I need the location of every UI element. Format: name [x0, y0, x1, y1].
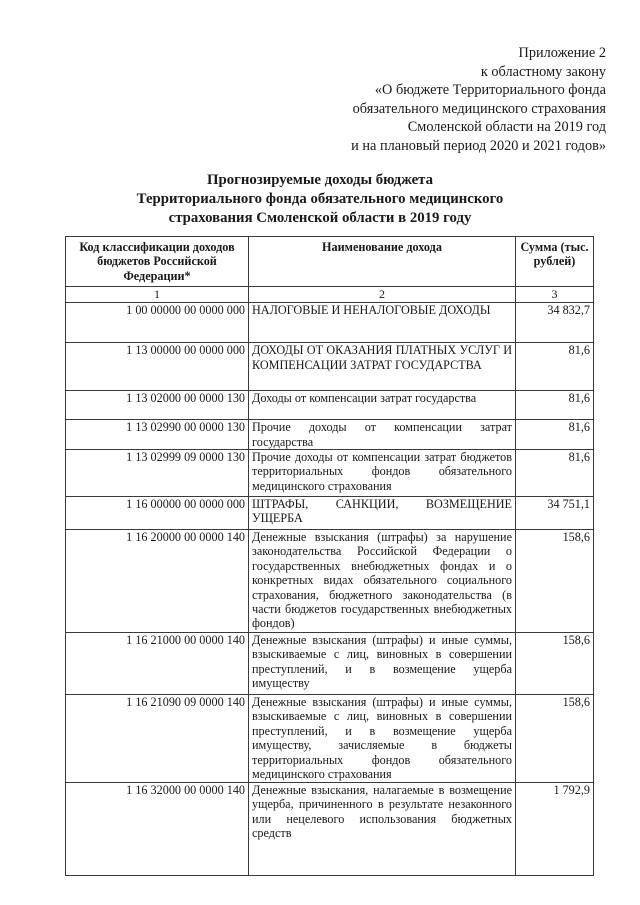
income-name: Доходы от компенсации затрат государства: [249, 391, 516, 420]
title-line: Прогнозируемые доходы бюджета: [206, 172, 434, 188]
annex-line: «О бюджете Территориального фонда: [374, 82, 606, 99]
table-row: [66, 633, 594, 695]
table-row: [66, 391, 594, 420]
income-code: 1 16 21090 09 0000 140: [66, 695, 249, 783]
income-name: Денежные взыскания (штрафы) и иные суммы, взыскиваемые с лиц, виновных в совершении преступлений, и в возмещение ущерба имуществу, зачисляемые в бюджеты территориальных фондов обязательного медицинского страхования: [249, 695, 516, 783]
income-code: 1 16 21000 00 0000 140: [66, 633, 249, 695]
income-code: 1 16 00000 00 0000 000: [66, 497, 249, 530]
income-name: Денежные взыскания (штрафы) и иные суммы, взыскиваемые с лиц, виновных в совершении преступлений, и в возмещение ущерба имуществу: [249, 633, 516, 695]
income-code: 1 13 02999 09 0000 130: [66, 450, 249, 497]
income-sum: 1 792,9: [516, 783, 594, 876]
income-name: Денежные взыскания (штрафы) за нарушение законодательства Российской Федерации о государственных внебюджетных фондах и о конкретных видах обязательного социального страхования, бюджетного законодательства (в части бюджетов государственных внебюджетных фондов): [249, 530, 516, 633]
income-name: Прочие доходы от компенсации затрат бюджетов территориальных фондов обязательного медицинского страхования: [249, 450, 516, 497]
table-row: [66, 497, 594, 530]
table-row: [66, 343, 594, 391]
income-sum: 81,6: [516, 391, 594, 420]
table-row: [66, 303, 594, 343]
annex-header: [351, 44, 606, 156]
annex-line: к областному закону: [480, 63, 606, 80]
annex-line: Приложение 2: [518, 45, 606, 61]
income-sum: 81,6: [516, 420, 594, 450]
income-name: ДОХОДЫ ОТ ОКАЗАНИЯ ПЛАТНЫХ УСЛУГ И КОМПЕНСАЦИИ ЗАТРАТ ГОСУДАРСТВА: [249, 343, 516, 391]
income-code: 1 00 00000 00 0000 000: [66, 303, 249, 343]
header-code: Код классификации доходов бюджетов Российской Федерации*: [66, 237, 249, 287]
income-code: 1 16 20000 00 0000 140: [66, 530, 249, 633]
table-header-row: [66, 237, 594, 287]
annex-line: обязательного медицинского страхования: [352, 100, 606, 117]
column-number-row: [66, 287, 594, 303]
table-row: [66, 530, 594, 633]
income-name: НАЛОГОВЫЕ И НЕНАЛОГОВЫЕ ДОХОДЫ: [249, 303, 516, 343]
document-title: [0, 171, 640, 228]
table-row: [66, 783, 594, 876]
column-number: 2: [249, 287, 516, 303]
annex-line: Смоленской области на 2019 год: [407, 119, 606, 136]
income-name: Прочие доходы от компенсации затрат государства: [249, 420, 516, 450]
header-sum: Сумма (тыс. рублей): [516, 237, 594, 287]
income-code: 1 13 02000 00 0000 130: [66, 391, 249, 420]
income-sum: 81,6: [516, 450, 594, 497]
income-sum: 158,6: [516, 530, 594, 633]
header-name: Наименование дохода: [249, 237, 516, 287]
title-line: страхования Смоленской области в 2019 году: [168, 210, 472, 226]
income-sum: 158,6: [516, 695, 594, 783]
income-code: 1 13 00000 00 0000 000: [66, 343, 249, 391]
income-sum: 81,6: [516, 343, 594, 391]
income-sum: 34 832,7: [516, 303, 594, 343]
title-line: Территориального фонда обязательного медицинского: [136, 191, 504, 207]
column-number: 1: [66, 287, 249, 303]
income-name: Денежные взыскания, налагаемые в возмещение ущерба, причиненного в результате незаконного или нецелевого использования бюджетных средств: [249, 783, 516, 876]
table-row: [66, 695, 594, 783]
table-row: [66, 420, 594, 450]
income-code: 1 13 02990 00 0000 130: [66, 420, 249, 450]
column-number: 3: [516, 287, 594, 303]
revenue-table: [65, 236, 594, 876]
income-sum: 158,6: [516, 633, 594, 695]
table-row: [66, 450, 594, 497]
annex-line: и на плановый период 2020 и 2021 годов»: [351, 137, 606, 154]
income-name: ШТРАФЫ, САНКЦИИ, ВОЗМЕЩЕНИЕ УЩЕРБА: [249, 497, 516, 530]
income-sum: 34 751,1: [516, 497, 594, 530]
income-code: 1 16 32000 00 0000 140: [66, 783, 249, 876]
